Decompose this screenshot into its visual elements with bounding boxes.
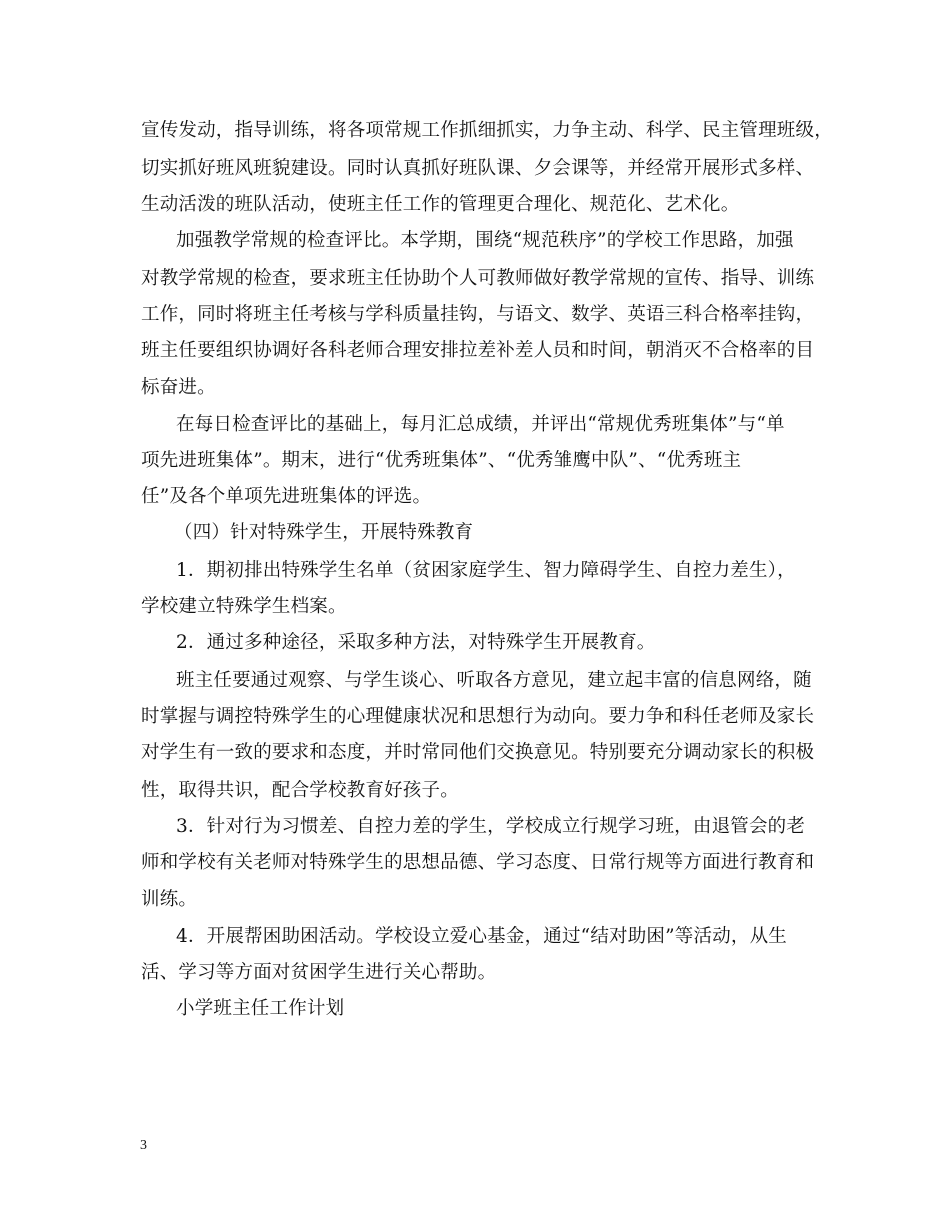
text-line: 班主任要组织协调好各科老师合理安排拉差补差人员和时间，朝消灭不合格率的目 <box>141 340 815 361</box>
list-item-1-continuation: 学校建立特殊学生档案。 <box>141 596 347 617</box>
text-line: 工作，同时将班主任考核与学科质量挂钩，与语文、数学、英语三科合格率挂钩， <box>141 304 815 325</box>
text-line: 任”及各个单项先进班集体的评选。 <box>141 486 432 507</box>
text-line: 生动活泼的班队活动，使班主任工作的管理更合理化、规范化、艺术化。 <box>141 194 740 215</box>
page-number: 3 <box>140 1138 147 1153</box>
text-line: 项先进班集体”。期末，进行“优秀班集体”、“优秀雏鹰中队”、“优秀班主 <box>141 450 742 471</box>
list-item-3-continuation: 训练。 <box>141 889 198 910</box>
text-line: 对学生有一致的要求和态度，并时常同他们交换意见。特别要充分调动家长的积极 <box>141 742 815 763</box>
list-item-4-line: 4．开展帮困助困活动。学校设立爱心基金，通过“结对助困”等活动，从生 <box>176 926 787 947</box>
list-item-3-continuation: 师和学校有关老师对特殊学生的思想品德、学习态度、日常行规等方面进行教育和 <box>141 852 815 873</box>
text-line: 时掌握与调控特殊学生的心理健康状况和思想行为动向。要力争和科任老师及家长 <box>141 706 815 727</box>
list-item-2-line: 2．通过多种途径，采取多种方法，对特殊学生开展教育。 <box>176 632 656 653</box>
text-line: 对教学常规的检查，要求班主任协助个人可教师做好教学常规的宣传、指导、训练 <box>141 268 815 289</box>
text-line: 性，取得共识，配合学校教育好孩子。 <box>141 780 459 801</box>
list-item-3-line: 3．针对行为习惯差、自控力差的学生，学校成立行规学习班，由退管会的老 <box>176 816 806 837</box>
text-line: 宣传发动，指导训练，将各项常规工作抓细抓实，力争主动、科学、民主管理班级， <box>141 120 833 141</box>
text-line: 切实抓好班风班貌建设。同时认真抓好班队课、夕会课等，并经常开展形式多样、 <box>141 158 815 179</box>
section-heading: （四）针对特殊学生，开展特殊教育 <box>174 522 474 543</box>
list-item-4-continuation: 活、学习等方面对贫困学生进行关心帮助。 <box>141 962 497 983</box>
document-subtitle: 小学班主任工作计划 <box>176 998 345 1019</box>
paragraph-start-line: 在每日检查评比的基础上，每月汇总成绩，并评出“常规优秀班集体”与“单 <box>176 414 785 435</box>
list-item-1-line: 1．期初排出特殊学生名单（贫困家庭学生、智力障碍学生、自控力差生）， <box>176 560 796 581</box>
paragraph-start-line: 加强教学常规的检查评比。本学期，围绕“规范秩序”的学校工作思路，加强 <box>176 230 794 251</box>
paragraph-start-line: 班主任要通过观察、与学生谈心、听取各方意见，建立起丰富的信息网络，随 <box>176 670 812 691</box>
text-line: 标奋进。 <box>141 377 216 398</box>
